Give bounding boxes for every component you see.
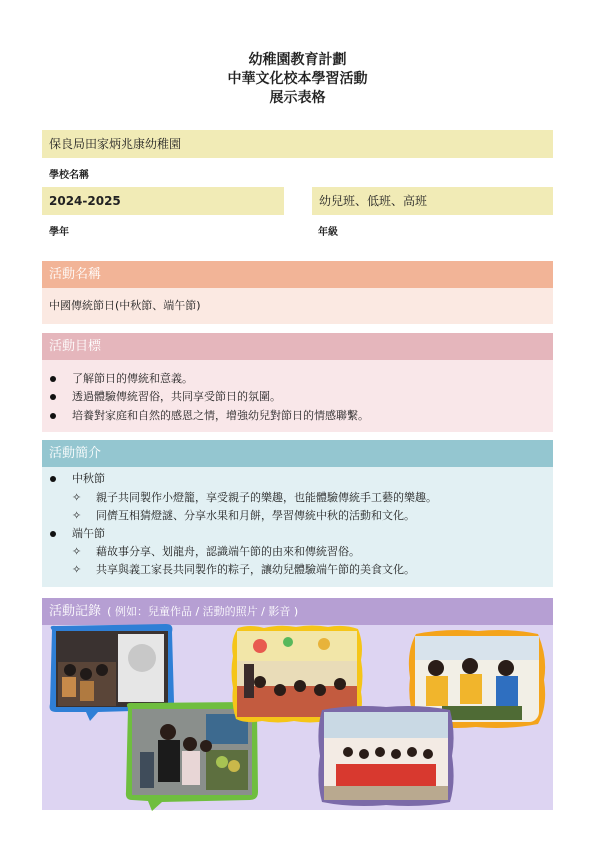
objective-text: 培養對家庭和自然的感恩之情，增強幼兒對節日的情感聯繫。 — [72, 409, 369, 422]
intro-body — [42, 467, 553, 587]
objectives-header: 活動目標 — [42, 333, 553, 360]
records-note: ( 例如：兒童作品 / 活動的照片 / 影音 ) — [107, 605, 299, 618]
activity-name-header: 活動名稱 — [42, 261, 553, 288]
grade-field: 幼兒班、低班、高班 — [312, 187, 553, 215]
objective-text: 了解節日的傳統和意義。 — [72, 372, 193, 385]
doc-title-1: 幼稚園教育計劃 — [248, 52, 347, 68]
school-name-label: 學校名稱 — [49, 170, 89, 181]
bullet-dot-icon — [50, 531, 56, 537]
activity-name-value: 中國傳統節日(中秋節、端午節) — [42, 288, 553, 324]
diamond-outline-icon: ✧ — [72, 545, 82, 558]
records-title: 活動記錄 — [49, 604, 102, 619]
records-header — [42, 598, 553, 625]
diamond-outline-icon: ✧ — [72, 509, 82, 522]
festival-point-text: 親子共同製作小燈籠，享受親子的樂趣，也能體驗傳統手工藝的樂趣。 — [96, 491, 437, 504]
diamond-outline-icon: ✧ — [72, 563, 82, 576]
school-name-field: 保良局田家炳兆康幼稚園 — [42, 130, 553, 158]
grade-label: 年級 — [318, 227, 338, 238]
school-year-label: 學年 — [49, 227, 69, 238]
festival-point-text: 同儕互相猜燈謎、分享水果和月餅，學習傳統中秋的活動和文化。 — [96, 509, 415, 522]
intro-header: 活動簡介 — [42, 440, 553, 467]
bullet-dot-icon — [50, 394, 56, 400]
objectives-body — [42, 360, 553, 432]
festival-point-text: 藉故事分享、划龍舟，認識端午節的由來和傳統習俗。 — [96, 545, 360, 558]
doc-title-3: 展示表格 — [269, 90, 326, 106]
bullet-dot-icon — [50, 376, 56, 382]
festival-name: 端午節 — [72, 527, 105, 540]
bullet-dot-icon — [50, 476, 56, 482]
objective-text: 透過體驗傳統習俗，共同享受節日的氛圍。 — [72, 390, 281, 403]
diamond-outline-icon: ✧ — [72, 491, 82, 504]
festival-point-text: 共享與義工家長共同製作的粽子，讓幼兒體驗端午節的美食文化。 — [96, 563, 415, 576]
school-year-field: 2024-2025 — [42, 187, 284, 215]
bullet-dot-icon — [50, 413, 56, 419]
photo-group-dragon-boat — [316, 704, 456, 808]
doc-title-2: 中華文化校本學習活動 — [227, 71, 368, 87]
festival-name: 中秋節 — [72, 472, 105, 485]
